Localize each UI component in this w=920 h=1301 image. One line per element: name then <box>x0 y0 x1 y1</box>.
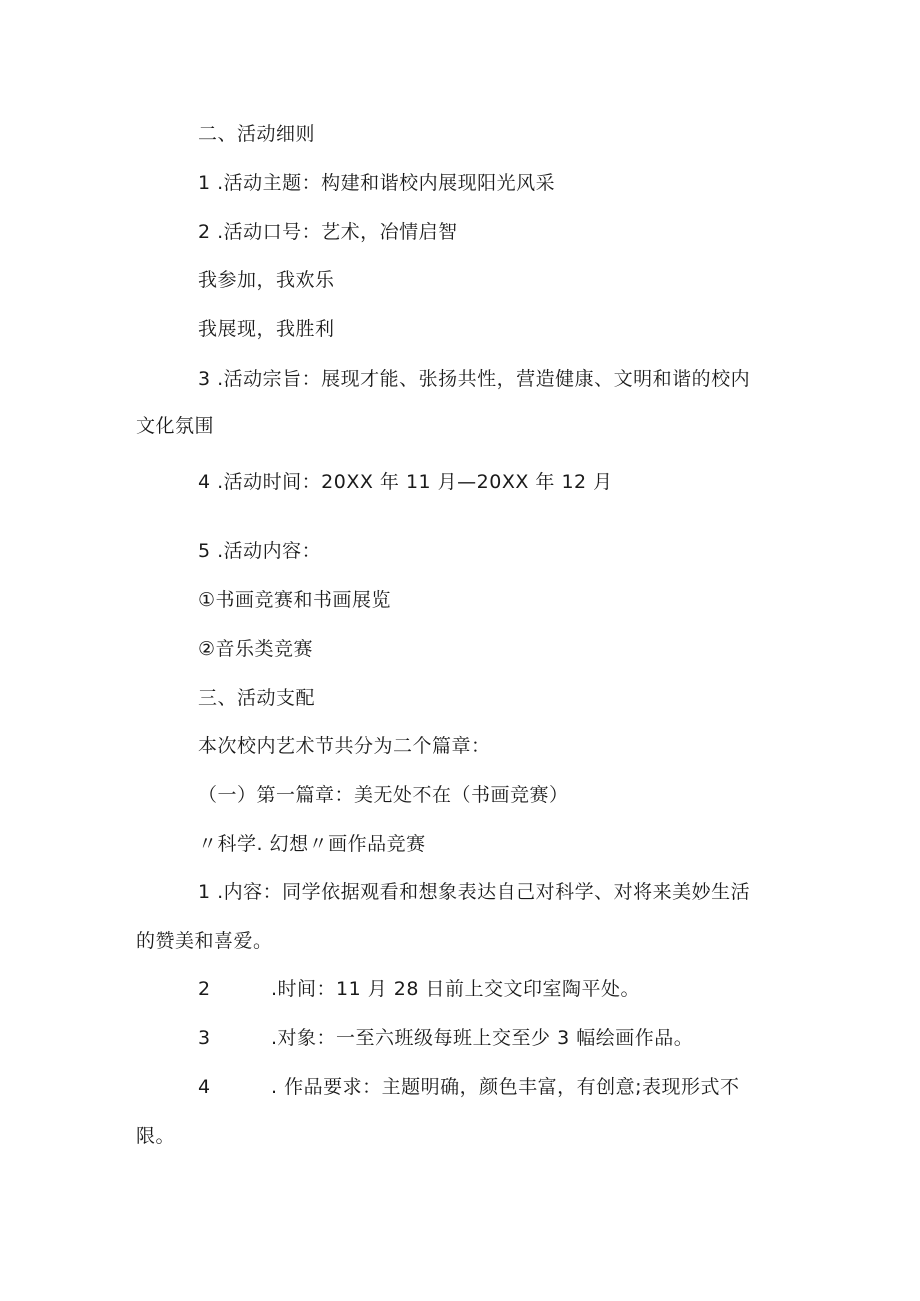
chapter-one-heading: （一）第一篇章：美无处不在（书画竞赛） <box>198 784 569 806</box>
slogan-line-1: 我参加，我欢乐 <box>198 269 335 291</box>
item-activity-time: 4 .活动时间：20XX 年 11 月—20XX 年 12 月 <box>198 471 613 493</box>
section-heading-activity-arrangement: 三、活动支配 <box>198 687 316 709</box>
section-heading-activity-rules: 二、活动细则 <box>198 123 316 145</box>
competition-time: .时间：11 月 28 日前上交文印室陶平处。 <box>271 978 641 1000</box>
competition-title: 〃科学. 幻想〃画作品竞赛 <box>198 833 426 855</box>
content-music: ②音乐类竞赛 <box>198 638 314 660</box>
competition-requirements-number: 4 <box>198 1076 211 1098</box>
content-calligraphy: ①书画竞赛和书画展览 <box>198 589 392 611</box>
item-activity-purpose: 3 .活动宗旨：展现才能、张扬共性，营造健康、文明和谐的校内 <box>198 368 751 390</box>
slogan-line-2: 我展现，我胜利 <box>198 318 335 340</box>
item-activity-content: 5 .活动内容： <box>198 540 322 562</box>
arrangement-intro: 本次校内艺术节共分为二个篇章： <box>198 735 491 757</box>
competition-target-number: 3 <box>198 1027 211 1049</box>
competition-content-cont: 的赞美和喜爱。 <box>136 930 273 952</box>
item-activity-slogan: 2 .活动口号：艺术，冶情启智 <box>198 221 458 243</box>
item-activity-theme: 1 .活动主题：构建和谐校内展现阳光风采 <box>198 172 556 194</box>
competition-requirements: . 作品要求：主题明确，颜色丰富，有创意;表现形式不 <box>271 1076 740 1098</box>
item-activity-purpose-cont: 文化氛围 <box>136 415 215 437</box>
competition-content: 1 .内容：同学依据观看和想象表达自己对科学、对将来美妙生活 <box>198 881 751 903</box>
competition-target: .对象：一至六班级每班上交至少 3 幅绘画作品。 <box>271 1027 694 1049</box>
competition-requirements-cont: 限。 <box>136 1125 176 1147</box>
competition-time-number: 2 <box>198 978 211 1000</box>
